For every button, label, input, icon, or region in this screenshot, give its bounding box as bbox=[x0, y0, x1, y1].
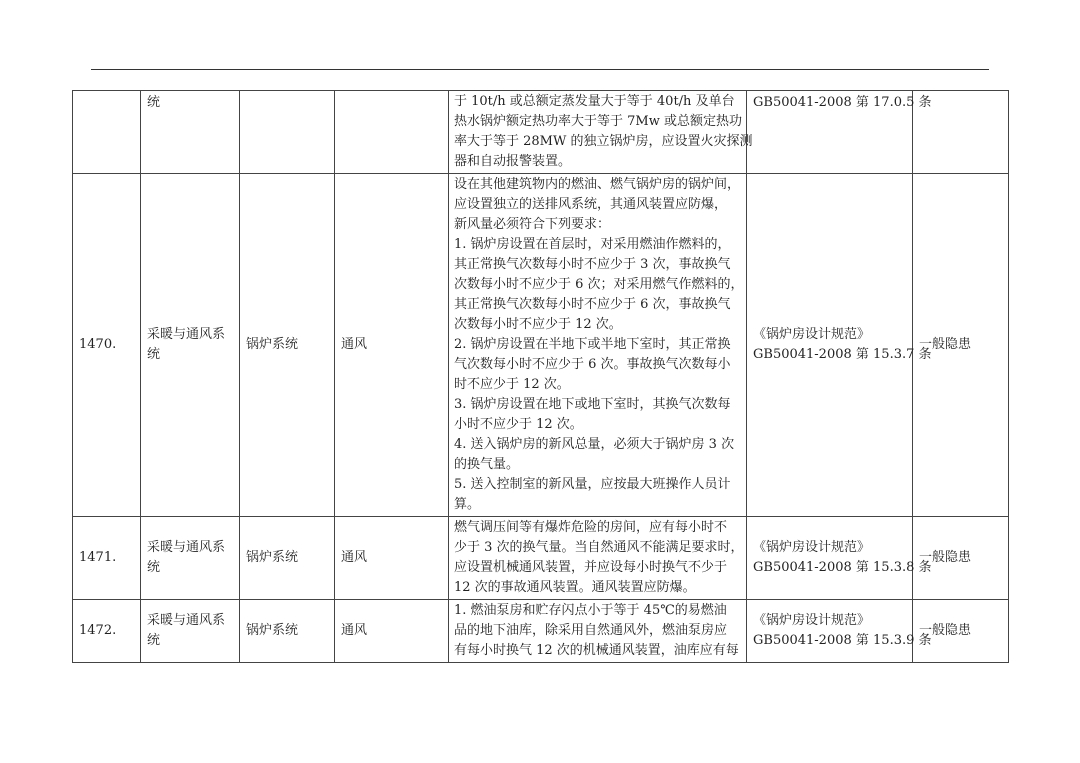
description-line: 时不应少于 12 次。 bbox=[454, 377, 570, 392]
description-line: 有每小时换气 12 次的机械通风装置，油库应有每 bbox=[454, 643, 739, 658]
basis-cell bbox=[747, 174, 932, 517]
description-line: 品的地下油库，除采用自然通风外，燃油泵房应 bbox=[454, 623, 728, 638]
description-line: 率大于等于 28MW 的独立锅炉房，应设置火灾探测 bbox=[454, 134, 753, 149]
description-line: 小时不应少于 12 次。 bbox=[454, 417, 583, 432]
row-number-cell: 1471. bbox=[73, 517, 141, 600]
description-line: 其正常换气次数每小时不应少于 6 次，事故换气 bbox=[454, 297, 731, 312]
table-row bbox=[73, 91, 1009, 174]
description-line: 其正常换气次数每小时不应少于 3 次，事故换气 bbox=[454, 257, 731, 272]
basis-line: 《锅炉房设计规范》 bbox=[753, 613, 871, 628]
description-line: 应设置机械通风装置，并应设每小时换气不少于 bbox=[454, 560, 728, 575]
level-cell: 一般隐患 bbox=[913, 600, 1009, 663]
category-cell: 采暖与通风系统 bbox=[141, 600, 240, 663]
description-line: 应设置独立的送排风系统，其通风装置应防爆， bbox=[454, 197, 728, 212]
category-cell: 统 bbox=[141, 91, 240, 174]
row-number-cell: 1472. bbox=[73, 600, 141, 663]
description-line: 次数每小时不应少于 12 次。 bbox=[454, 317, 622, 332]
page-header-rule bbox=[91, 69, 989, 70]
description-cell bbox=[449, 600, 747, 663]
description-line: 设在其他建筑物内的燃油、燃气锅炉房的锅炉间， bbox=[454, 177, 741, 192]
description-cell bbox=[449, 91, 753, 174]
description-line: 新风量必须符合下列要求： bbox=[454, 217, 611, 232]
description-line: 1. 锅炉房设置在首层时，对采用燃油作燃料的， bbox=[454, 237, 731, 252]
table-row bbox=[73, 600, 1009, 663]
level-cell: 一般隐患 bbox=[913, 174, 1009, 517]
item-cell bbox=[335, 91, 449, 174]
description-cell bbox=[449, 517, 747, 600]
description-cell bbox=[449, 174, 747, 517]
basis-line: 《锅炉房设计规范》 bbox=[753, 327, 871, 342]
system-cell: 锅炉系统 bbox=[240, 600, 335, 663]
description-line: 气次数每小时不应少于 6 次。事故换气次数每小 bbox=[454, 357, 731, 372]
description-line: 次数每小时不应少于 6 次；对采用燃气作燃料的， bbox=[454, 277, 744, 292]
description-line: 1. 燃油泵房和贮存闪点小于等于 45℃的易燃油 bbox=[454, 603, 727, 618]
table-row bbox=[73, 174, 1009, 517]
description-line: 燃气调压间等有爆炸危险的房间，应有每小时不 bbox=[454, 520, 728, 535]
level-cell: 一般隐患 bbox=[913, 517, 1009, 600]
basis-line: GB50041-2008 第 15.3.7 条 bbox=[753, 347, 932, 362]
description-line: 少于 3 次的换气量。当自然通风不能满足要求时， bbox=[454, 540, 744, 555]
description-line: 热水锅炉额定热功率大于等于 7Mw 或总额定热功 bbox=[454, 114, 742, 129]
basis-cell bbox=[747, 600, 932, 663]
row-number-cell bbox=[73, 91, 141, 174]
row-number-cell: 1470. bbox=[73, 174, 141, 517]
basis-cell bbox=[747, 91, 932, 174]
hazard-table bbox=[72, 90, 1009, 663]
system-cell: 锅炉系统 bbox=[240, 517, 335, 600]
description-line: 3. 锅炉房设置在地下或地下室时，其换气次数每 bbox=[454, 397, 731, 412]
item-cell: 通风 bbox=[335, 174, 449, 517]
description-line: 4. 送入锅炉房的新风总量，必须大于锅炉房 3 次 bbox=[454, 437, 735, 452]
description-line: 的换气量。 bbox=[454, 457, 520, 472]
item-cell: 通风 bbox=[335, 600, 449, 663]
basis-line: 《锅炉房设计规范》 bbox=[753, 540, 871, 555]
basis-line: GB50041-2008 第 15.3.8 条 bbox=[753, 560, 932, 575]
item-cell: 通风 bbox=[335, 517, 449, 600]
basis-line: GB50041-2008 第 15.3.9 条 bbox=[753, 633, 932, 648]
description-line: 12 次的事故通风装置。通风装置应防爆。 bbox=[454, 580, 696, 595]
description-line: 2. 锅炉房设置在半地下或半地下室时，其正常换 bbox=[454, 337, 731, 352]
category-cell: 采暖与通风系统 bbox=[141, 517, 240, 600]
description-line: 5. 送入控制室的新风量，应按最大班操作人员计 bbox=[454, 477, 731, 492]
basis-line: GB50041-2008 第 17.0.5 条 bbox=[753, 95, 932, 110]
system-cell: 锅炉系统 bbox=[240, 174, 335, 517]
table-row bbox=[73, 517, 1009, 600]
basis-cell bbox=[747, 517, 932, 600]
category-cell: 采暖与通风系统 bbox=[141, 174, 240, 517]
system-cell bbox=[240, 91, 335, 174]
description-line: 器和自动报警装置。 bbox=[454, 154, 572, 169]
description-line: 于 10t/h 或总额定蒸发量大于等于 40t/h 及单台 bbox=[454, 94, 735, 109]
description-line: 算。 bbox=[454, 497, 481, 512]
